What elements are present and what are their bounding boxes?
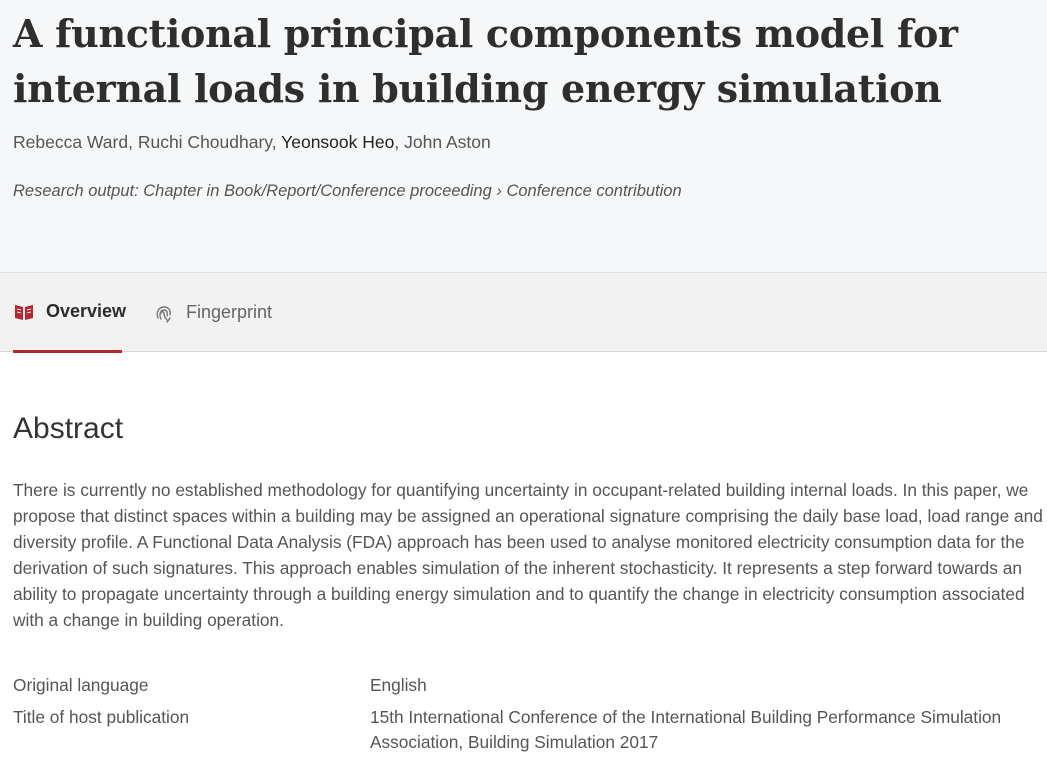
detail-value: English [370,675,427,695]
tab-overview[interactable] [13,273,127,353]
detail-row [13,673,1043,698]
author-separator: , [394,132,405,152]
abstract-text: There is currently no established methodology for quantifying uncertainty in occupant-related building internal loads. In this paper, we propose that distinct spaces within a building may be assigned an operational signature comprising the daily base load, load range and diversity profile. A Functional Data Analysis (FDA) approach has been used to analyse monitored electricity consumption data for the derivation of such signatures. This approach enables simulation of the inherent stochasticity. It represents a step forward towards an ability to propagate uncertainty through a building energy simulation and to quantify the change in electricity consumption associated with a change in building operation. [13,480,1043,630]
author-link[interactable]: Rebecca Ward [13,132,129,152]
publication-details [13,673,1043,762]
author-link[interactable]: John Aston [404,132,491,152]
detail-label: Original language [13,675,149,695]
detail-value[interactable]: 15th International Conference of the International Building Performance Simulation Association, Building Simulation 2017 [370,707,1002,752]
page-title: A functional principal components model for internal loads in building energy simulation [13,11,958,111]
abstract-heading: Abstract [13,412,124,445]
detail-label: Title of host publication [13,707,190,727]
detail-row [13,705,1043,755]
research-output-type: Research output: Chapter in Book/Report/Conference proceeding › Conference contribution [13,182,682,200]
publication-header [0,0,1047,272]
tab-label: Overview [46,301,127,321]
author-separator: , [128,132,138,152]
tab-label: Fingerprint [186,302,273,322]
author-list [13,132,491,153]
tab-bar [0,272,1047,352]
tab-fingerprint[interactable] [153,273,272,352]
fingerprint-icon [153,302,175,324]
author-separator: , [271,132,282,152]
author-link[interactable]: Yeonsook Heo [281,132,395,152]
author-link[interactable]: Ruchi Choudhary [137,132,272,152]
book-icon [13,301,35,323]
